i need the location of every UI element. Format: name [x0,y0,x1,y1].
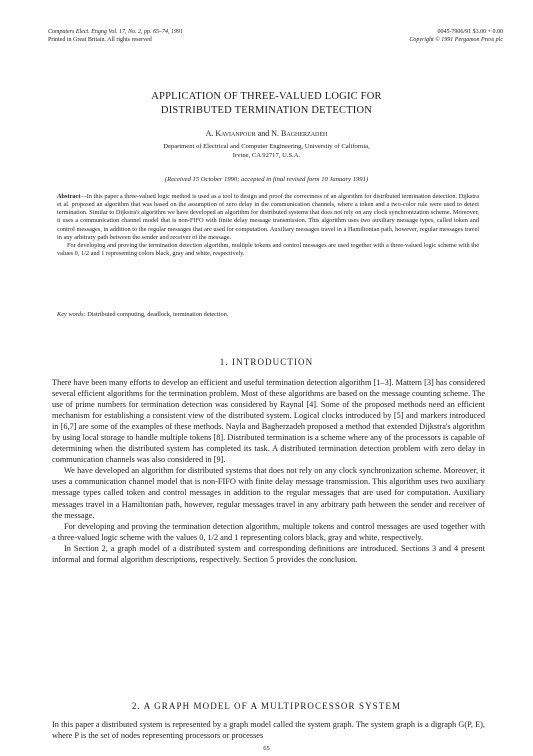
issn-price: 0045-7906/91 $3.00 + 0.00 [437,29,503,35]
intro-paragraph-3: For developing and proving the termination detection algorithm, multiple tokens and control messages are used together with a three-valued logic scheme with the values 0, 1/2 and 1 representing colors black, gray and white, respectively. [52,521,485,542]
abstract-label: Abstract [57,193,81,200]
abstract-text-1: —In this paper a three-valued logic method is used as a tool to design and proof the correctness of an algorithm for distributed termination detection. Dijkstra et al. proposed an algorithm that was based on the assumption of zero delay in the communication channels, where a token and a two-color rule were used to detect termination. Similar to Dijkstra's algorithm we have developed an algorithm for distributed systems that does not rely on any clock synchronization scheme. Moreover, it uses a communication channel model that is non-FIFO with finite delay message transmission. This algorithm uses two auxiliary message types, called token and control messages, in addition to the regular messages that are used for computation. Auxiliary messages travel in a Hamiltonian path, however, regular messages travel in any arbitrary path between the sender and receiver of the message. [57,193,479,241]
keywords-text: Distributed computing, deadlock, termination detection. [85,311,229,318]
keywords-label: Key words: [57,311,86,318]
introduction-body [52,377,485,565]
section-heading-graph-model: 2. A GRAPH MODEL OF A MULTIPROCESSOR SYSTEM [131,701,402,711]
author-list [60,129,473,138]
graph-model-paragraph-1: In this paper a distributed system is represented by a graph model called the system graph. The system graph is a digraph G(P, E), where P is the set of nodes representing processors or processes [52,720,485,741]
graph-model-body [52,719,485,741]
intro-paragraph-1: There have been many efforts to develop an efficient and useful termination detection algorithm [1–3]. Mattern [3] has considered several efficient algorithms for the termination problem. Most of these algorithms are based on the message counting scheme. The use of prime numbers for termination detection was considered by Raynal [4]. Some of the proposed methods need an efficient mechanism for establishing a consistent view of the distributed system. Logical clocks introduced by [5] and markers introduced in [6,7] are some of the examples of these methods. Nayla and Bagherzadeh proposed a method that extended Dijkstra's algorithm by using local storage to handle multiple tokens [8]. Distributed termination is a scheme where any of the processors is capable of determining when the distributed system has completed its task. A distributed termination detection problem with zero delay in communication channels was also considered in [9]. [52,378,485,465]
intro-paragraph-4: In Section 2, a graph model of a distributed system and corresponding definitions are introduced. Sections 3 and 4 present informal and formal algorithm descriptions, respectively. Section 5 provides the conclusion. [52,543,485,564]
author-conjunction: and [255,129,272,138]
abstract [57,193,479,258]
paper-title [60,90,473,118]
author-1: A. Kavianpour [205,129,256,138]
intro-paragraph-2: We have developed an algorithm for distributed systems that does not rely on any clock synchronization scheme. Moreover, it uses a communication channel model that is non-FIFO with finite delay message transmission. This algorithm uses two auxiliary message types called token and control messages in addition to the regular messages that are used for computation. Auxiliary messages travel in a Hamiltonian path, however, regular messages travel in any arbitrary path between the sender and receiver of the message. [52,466,485,520]
affiliation [60,142,473,160]
print-notice: Printed in Great Britain. All rights reserved [48,37,152,43]
section-heading-introduction: 1. INTRODUCTION [219,357,314,367]
abstract-paragraph-1 [57,193,479,242]
title-line-2: DISTRIBUTED TERMINATION DETECTION [160,105,373,116]
abstract-paragraph-2: For developing and proving the termination detection algorithm, multiple tokens and control messages are used together with a three-valued logic scheme with the values 0, 1/2 and 1 representing colors black, gray and white, respectively. [57,241,479,258]
journal-header-right [409,28,503,44]
affiliation-line-1: Department of Electrical and Computer Engineering, University of California, [163,143,370,150]
affiliation-line-2: Irvine, CA 92717, U.S.A. [232,152,301,159]
received-dates: (Received 15 October 1990; accepted in final revised form 10 January 1991) [164,176,369,183]
author-2: N. Bagherzadeh [271,129,328,138]
keywords [57,311,479,318]
page-number: 65 [263,745,270,752]
copyright-notice: Copyright © 1991 Pergamon Press plc [409,37,503,43]
title-line-1: APPLICATION OF THREE-VALUED LOGIC FOR [151,91,382,102]
journal-citation: Computers Elect. Engng Vol. 17, No. 2, pp. 65–74, 1991 [48,29,183,35]
journal-header-left [48,28,183,44]
